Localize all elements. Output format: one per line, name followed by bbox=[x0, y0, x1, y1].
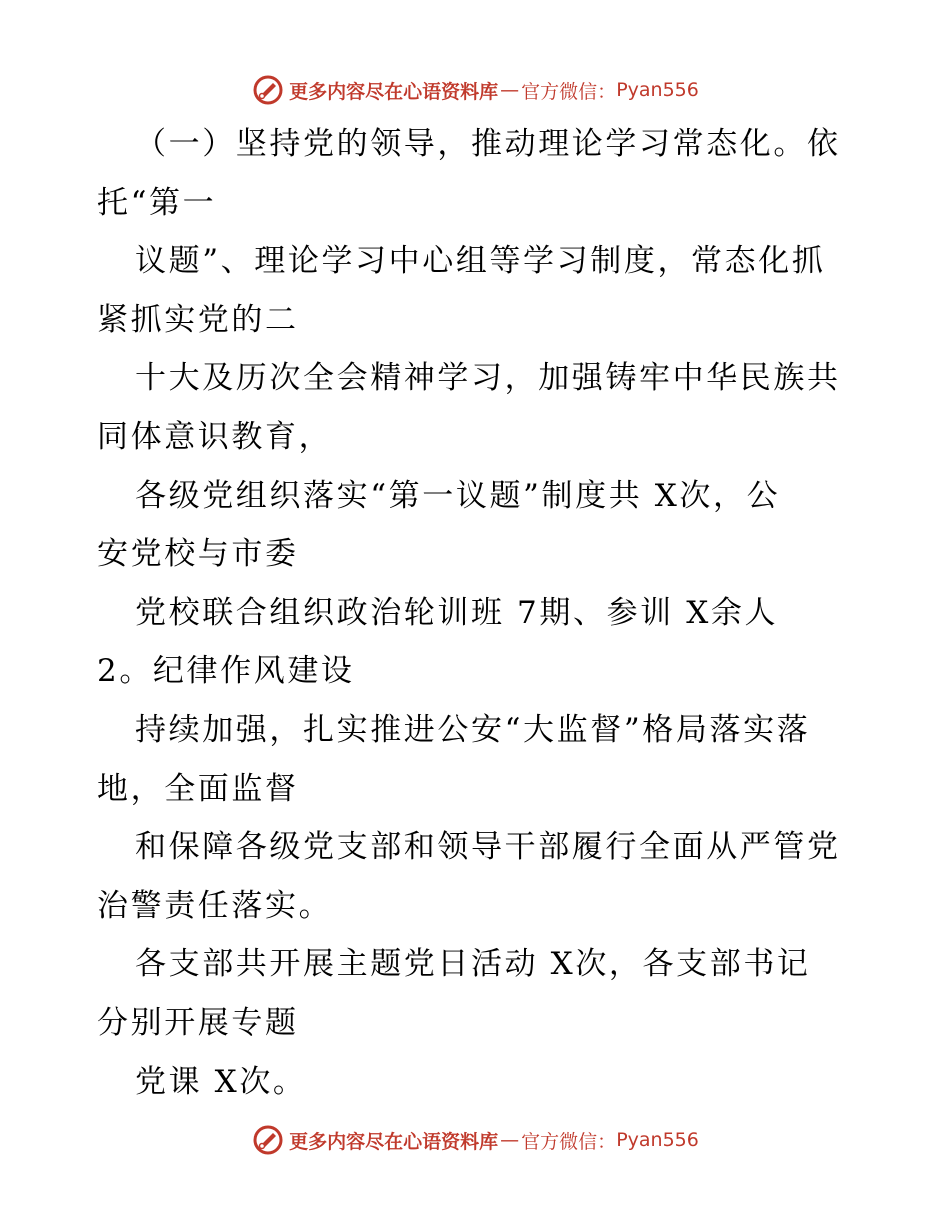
logo-icon bbox=[251, 73, 285, 107]
body-line: 2。纪律作风建设 bbox=[97, 653, 355, 690]
footer-watermark-banner bbox=[0, 1120, 950, 1160]
body-line: 议题”、理论学习中心组等学习制度，常态化抓 bbox=[135, 243, 826, 280]
body-line: 托“第一 bbox=[97, 184, 217, 221]
document-body bbox=[97, 115, 857, 1111]
body-line: 同体意识教育， bbox=[97, 418, 333, 455]
body-line: 各支部共开展主题党日活动 X次，各支部书记 bbox=[135, 946, 811, 983]
body-line: （一）坚持党的领导，推动理论学习常态化。依 bbox=[135, 126, 841, 162]
body-line: 各级党组织落实“第一议题”制度共 X次，公 bbox=[135, 477, 781, 514]
banner-separator: — bbox=[500, 79, 520, 101]
body-line: 十大及历次全会精神学习，加强铸牢中华民族共 bbox=[135, 360, 841, 397]
body-line: 治警责任落实。 bbox=[97, 887, 333, 924]
body-line: 安党校与市委 bbox=[97, 536, 299, 573]
banner-wechat-label: 官方微信： bbox=[521, 1130, 617, 1153]
banner-wechat-id: Pyan556 bbox=[616, 79, 699, 101]
body-line: 紧抓实党的二 bbox=[97, 301, 299, 338]
banner-wechat-id: Pyan556 bbox=[616, 1129, 699, 1151]
banner-wechat-label: 官方微信： bbox=[521, 80, 617, 103]
body-line: 分别开展专题 bbox=[97, 1004, 299, 1041]
logo-icon bbox=[251, 1123, 285, 1157]
banner-main-text: 更多内容尽在心语资料库 bbox=[289, 80, 499, 103]
body-line: 持续加强，扎实推进公安“大监督”格局落实落 bbox=[135, 711, 811, 748]
body-line: 地，全面监督 bbox=[97, 770, 299, 807]
body-line: 和保障各级党支部和领导干部履行全面从严管党 bbox=[135, 829, 841, 866]
banner-main-text: 更多内容尽在心语资料库 bbox=[289, 1130, 499, 1153]
body-line: 党校联合组织政治轮训班 7期、参训 X余人 bbox=[135, 594, 779, 631]
header-watermark-banner bbox=[0, 70, 950, 110]
body-line: 党课 X次。 bbox=[135, 1063, 307, 1100]
banner-separator: — bbox=[500, 1129, 520, 1151]
